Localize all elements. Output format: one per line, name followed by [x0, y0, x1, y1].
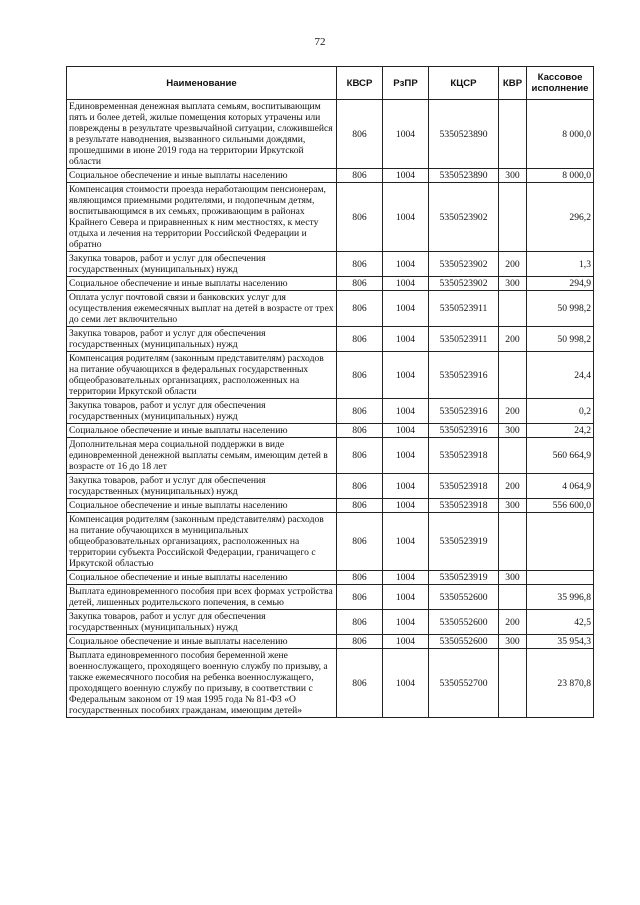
cell-kvr: [499, 438, 527, 474]
cell-kvr: [499, 100, 527, 169]
cell-kcsr: 5350523902: [429, 183, 499, 252]
cell-kvr: 300: [499, 169, 527, 183]
cell-rzpr: 1004: [383, 169, 429, 183]
cell-amount: 24,2: [527, 424, 594, 438]
cell-name: Закупка товаров, работ и услуг для обеспечения государственных (муниципальных) нужд: [67, 327, 337, 352]
cell-kvr: [499, 183, 527, 252]
cell-kvr: [499, 352, 527, 399]
table-row: [67, 277, 594, 291]
table-row: [67, 352, 594, 399]
cell-kvsr: 806: [337, 424, 383, 438]
cell-name: Выплата единовременного пособия при всех формах устройства детей, лишенных родительского попечения, в семью: [67, 585, 337, 610]
cell-amount: 35 954,3: [527, 635, 594, 649]
cell-rzpr: 1004: [383, 183, 429, 252]
cell-amount: 560 664,9: [527, 438, 594, 474]
cell-name: Единовременная денежная выплата семьям, воспитывающим пять и более детей, жилые помещения которых утрачены или повреждены в результате чрезвычайной ситуации, сложившейся в результате наводнения, вызванного сильными дождями, прошедшими в июне 2019 года на территории Иркутской области: [67, 100, 337, 169]
cell-kvsr: 806: [337, 399, 383, 424]
cell-rzpr: 1004: [383, 277, 429, 291]
cell-name: Социальное обеспечение и иные выплаты населению: [67, 169, 337, 183]
cell-name: Компенсация родителям (законным представителям) расходов на питание обучающихся в муниципальных общеобразовательных организациях, расположенных на территории субъекта Российской Федерации, граничащего с Иркутской областью: [67, 513, 337, 571]
cell-kcsr: 5350523916: [429, 424, 499, 438]
cell-name: Закупка товаров, работ и услуг для обеспечения государственных (муниципальных) нужд: [67, 474, 337, 499]
cell-kvsr: 806: [337, 291, 383, 327]
table-row: [67, 183, 594, 252]
cell-kvr: 200: [499, 252, 527, 277]
table-body: [67, 100, 594, 718]
cell-kvr: 200: [499, 474, 527, 499]
cell-kvsr: 806: [337, 438, 383, 474]
cell-kvsr: 806: [337, 585, 383, 610]
cell-kvsr: 806: [337, 513, 383, 571]
table-row: [67, 571, 594, 585]
cell-kvr: 300: [499, 499, 527, 513]
cell-amount: 0,2: [527, 399, 594, 424]
cell-amount: 556 600,0: [527, 499, 594, 513]
header-rzpr: РзПР: [383, 67, 429, 100]
table-row: [67, 327, 594, 352]
cell-kvr: 300: [499, 571, 527, 585]
cell-name: Социальное обеспечение и иные выплаты населению: [67, 277, 337, 291]
table-row: [67, 635, 594, 649]
cell-kcsr: 5350523890: [429, 100, 499, 169]
cell-kvsr: 806: [337, 474, 383, 499]
cell-kvr: [499, 649, 527, 718]
cell-name: Выплата единовременного пособия беременной жене военнослужащего, проходящего военную службу по призыву, а также ежемесячного пособия на ребенка военнослужащего, проходящего военную службу по призыву, в соответствии с Федеральным законом от 19 мая 1995 года № 81-ФЗ «О государственных пособиях гражданам, имеющим детей»: [67, 649, 337, 718]
cell-kcsr: 5350552700: [429, 649, 499, 718]
cell-name: Оплата услуг почтовой связи и банковских услуг для осуществления ежемесячных выплат на детей в возрасте от трех до семи лет включительно: [67, 291, 337, 327]
cell-kvr: 200: [499, 610, 527, 635]
cell-name: Социальное обеспечение и иные выплаты населению: [67, 635, 337, 649]
table-row: [67, 585, 594, 610]
cell-kvsr: 806: [337, 499, 383, 513]
table-row: [67, 649, 594, 718]
cell-name: Закупка товаров, работ и услуг для обеспечения государственных (муниципальных) нужд: [67, 399, 337, 424]
cell-amount: 50 998,2: [527, 327, 594, 352]
cell-rzpr: 1004: [383, 352, 429, 399]
cell-kvsr: 806: [337, 252, 383, 277]
cell-amount: 294,9: [527, 277, 594, 291]
cell-amount: [527, 513, 594, 571]
cell-kcsr: 5350523916: [429, 352, 499, 399]
cell-kcsr: 5350523918: [429, 438, 499, 474]
cell-rzpr: 1004: [383, 291, 429, 327]
cell-name: Социальное обеспечение и иные выплаты населению: [67, 499, 337, 513]
cell-amount: [527, 571, 594, 585]
cell-kvsr: 806: [337, 169, 383, 183]
cell-rzpr: 1004: [383, 438, 429, 474]
page-number: 72: [314, 36, 326, 48]
header-amount: Кассовое исполнение: [527, 67, 594, 100]
cell-amount: 1,3: [527, 252, 594, 277]
cell-kcsr: 5350552600: [429, 610, 499, 635]
table-row: [67, 474, 594, 499]
cell-rzpr: 1004: [383, 252, 429, 277]
cell-kvsr: 806: [337, 277, 383, 291]
cell-rzpr: 1004: [383, 610, 429, 635]
cell-amount: 50 998,2: [527, 291, 594, 327]
cell-name: Компенсация стоимости проезда неработающим пенсионерам, являющимся приемными родителями, и подопечным детям, воспитывающимся в их семьях, проживающим в районах Крайнего Севера и приравненных к ним местностях, к месту отдыха и лечения на территории Российской Федерации и обратно: [67, 183, 337, 252]
cell-kcsr: 5350523918: [429, 474, 499, 499]
cell-kcsr: 5350552600: [429, 635, 499, 649]
table-row: [67, 169, 594, 183]
cell-kvr: 300: [499, 277, 527, 291]
cell-rzpr: 1004: [383, 585, 429, 610]
cell-kvr: [499, 513, 527, 571]
cell-name: Социальное обеспечение и иные выплаты населению: [67, 424, 337, 438]
cell-kvr: 300: [499, 424, 527, 438]
cell-kcsr: 5350523902: [429, 277, 499, 291]
cell-name: Закупка товаров, работ и услуг для обеспечения государственных (муниципальных) нужд: [67, 610, 337, 635]
header-name: Наименование: [67, 67, 337, 100]
table-row: [67, 252, 594, 277]
header-kvsr: КВСР: [337, 67, 383, 100]
cell-kcsr: 5350523919: [429, 513, 499, 571]
cell-rzpr: 1004: [383, 513, 429, 571]
table-row: [67, 438, 594, 474]
cell-rzpr: 1004: [383, 100, 429, 169]
cell-rzpr: 1004: [383, 499, 429, 513]
cell-name: Социальное обеспечение и иные выплаты населению: [67, 571, 337, 585]
cell-kcsr: 5350523911: [429, 327, 499, 352]
cell-kcsr: 5350523918: [429, 499, 499, 513]
cell-name: Дополнительная мера социальной поддержки в виде единовременной денежной выплаты семьям, имеющим детей в возрасте от 16 до 18 лет: [67, 438, 337, 474]
budget-table: [66, 66, 594, 718]
cell-kvsr: 806: [337, 610, 383, 635]
cell-name: Закупка товаров, работ и услуг для обеспечения государственных (муниципальных) нужд: [67, 252, 337, 277]
cell-kvsr: 806: [337, 635, 383, 649]
cell-kvr: [499, 291, 527, 327]
cell-kvr: 200: [499, 399, 527, 424]
table-row: [67, 291, 594, 327]
cell-kvsr: 806: [337, 183, 383, 252]
cell-kvsr: 806: [337, 571, 383, 585]
cell-rzpr: 1004: [383, 649, 429, 718]
table-row: [67, 499, 594, 513]
cell-kvsr: 806: [337, 649, 383, 718]
cell-kvr: 300: [499, 635, 527, 649]
cell-name: Компенсация родителям (законным представителям) расходов на питание обучающихся в федеральных государственных общеобразовательных организациях, расположенных на территории Иркутской области: [67, 352, 337, 399]
cell-rzpr: 1004: [383, 474, 429, 499]
cell-kcsr: 5350523916: [429, 399, 499, 424]
cell-amount: 8 000,0: [527, 100, 594, 169]
cell-rzpr: 1004: [383, 399, 429, 424]
table-row: [67, 424, 594, 438]
cell-amount: 23 870,8: [527, 649, 594, 718]
cell-kcsr: 5350523890: [429, 169, 499, 183]
header-kvr: КВР: [499, 67, 527, 100]
cell-kvr: [499, 585, 527, 610]
cell-amount: 42,5: [527, 610, 594, 635]
table-row: [67, 399, 594, 424]
cell-amount: 24,4: [527, 352, 594, 399]
cell-rzpr: 1004: [383, 571, 429, 585]
cell-rzpr: 1004: [383, 635, 429, 649]
cell-kvsr: 806: [337, 327, 383, 352]
table-row: [67, 610, 594, 635]
cell-kcsr: 5350523919: [429, 571, 499, 585]
table-row: [67, 513, 594, 571]
header-row: [67, 67, 594, 100]
cell-amount: 35 996,8: [527, 585, 594, 610]
cell-kvsr: 806: [337, 100, 383, 169]
cell-kcsr: 5350552600: [429, 585, 499, 610]
cell-kvsr: 806: [337, 352, 383, 399]
cell-amount: 296,2: [527, 183, 594, 252]
cell-rzpr: 1004: [383, 327, 429, 352]
header-kcsr: КЦСР: [429, 67, 499, 100]
cell-kcsr: 5350523911: [429, 291, 499, 327]
cell-rzpr: 1004: [383, 424, 429, 438]
cell-kcsr: 5350523902: [429, 252, 499, 277]
cell-amount: 8 000,0: [527, 169, 594, 183]
table-row: [67, 100, 594, 169]
cell-kvr: 200: [499, 327, 527, 352]
cell-amount: 4 064,9: [527, 474, 594, 499]
